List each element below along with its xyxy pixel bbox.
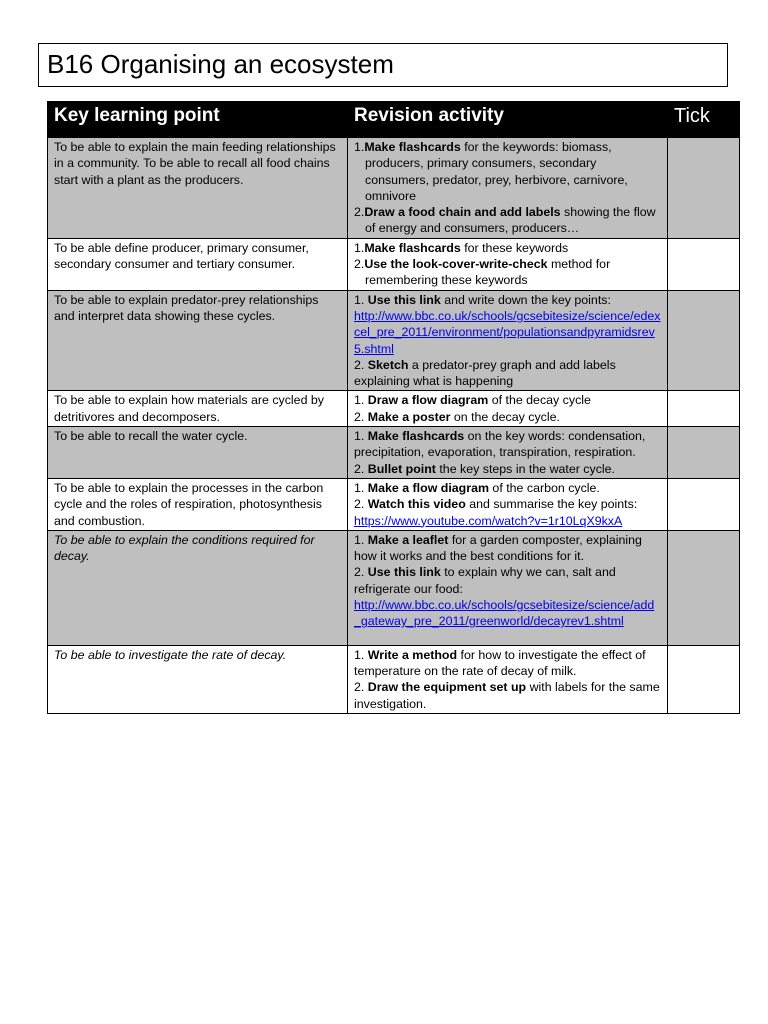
activity-action: Use this link bbox=[367, 292, 441, 307]
learning-point: To be able to recall the water cycle. bbox=[48, 427, 348, 479]
header-key-learning-point: Key learning point bbox=[48, 102, 348, 138]
learning-point: To be able to investigate the rate of decay. bbox=[48, 645, 348, 713]
activity-item bbox=[354, 204, 661, 237]
activity-item bbox=[354, 357, 661, 390]
tick-cell[interactable] bbox=[668, 290, 740, 391]
table-row bbox=[48, 478, 740, 530]
revision-activity bbox=[348, 290, 668, 391]
table-row bbox=[48, 645, 740, 713]
activity-detail: and write down the key points: bbox=[440, 292, 611, 307]
table-row bbox=[48, 238, 740, 290]
item-number: 2. bbox=[354, 497, 368, 512]
item-number: 1. bbox=[354, 292, 368, 307]
activity-item bbox=[354, 480, 661, 496]
revision-activity bbox=[348, 645, 668, 713]
activity-item bbox=[354, 532, 661, 565]
tick-cell[interactable] bbox=[668, 645, 740, 713]
activity-action: Use the look-cover-write-check bbox=[364, 257, 548, 272]
tick-cell[interactable] bbox=[668, 478, 740, 530]
table-row bbox=[48, 290, 740, 391]
activity-item bbox=[354, 647, 661, 680]
tick-cell[interactable] bbox=[668, 427, 740, 479]
activity-item bbox=[354, 428, 661, 461]
activity-item bbox=[354, 461, 661, 477]
item-number: 2. bbox=[354, 357, 368, 372]
activity-detail: of the carbon cycle. bbox=[488, 480, 600, 495]
youtube-video-link[interactable]: https://www.youtube.com/watch?v=1r10LqX9kxA bbox=[354, 513, 623, 528]
activity-action: Make flashcards bbox=[367, 429, 465, 444]
activity-item bbox=[354, 256, 661, 289]
header-row bbox=[48, 102, 740, 138]
activity-item bbox=[354, 392, 661, 408]
activity-action: Draw a food chain and add labels bbox=[364, 205, 561, 220]
learning-point: To be able to explain the conditions required for decay. bbox=[48, 530, 348, 645]
item-number: 1. bbox=[354, 647, 368, 662]
activity-action: Make a leaflet bbox=[367, 532, 449, 547]
item-number: 1. bbox=[354, 532, 368, 547]
item-number: 1. bbox=[354, 429, 368, 444]
activity-item bbox=[354, 679, 661, 712]
activity-item bbox=[354, 139, 661, 204]
title-box bbox=[38, 43, 728, 87]
activity-action: Bullet point bbox=[367, 461, 436, 476]
activity-detail: to explain why we can, salt and refrigerate our food: bbox=[354, 565, 616, 596]
item-number: 2. bbox=[354, 680, 368, 695]
revision-table bbox=[47, 101, 740, 714]
item-number: 2. bbox=[354, 409, 368, 424]
activity-item bbox=[354, 564, 661, 597]
page-title: B16 Organising an ecosystem bbox=[47, 49, 394, 79]
table-row bbox=[48, 391, 740, 427]
table-row bbox=[48, 427, 740, 479]
activity-action: Draw the equipment set up bbox=[367, 680, 527, 695]
activity-item bbox=[354, 292, 661, 308]
activity-detail: for these keywords bbox=[460, 240, 569, 255]
revision-activity bbox=[348, 238, 668, 290]
activity-action: Draw a flow diagram bbox=[367, 393, 489, 408]
tick-cell[interactable] bbox=[668, 391, 740, 427]
learning-point: To be able to explain predator-prey relationships and interpret data showing these cycles. bbox=[48, 290, 348, 391]
table-row bbox=[48, 530, 740, 645]
activity-detail: for how to investigate the effect of temperature on the rate of decay of milk. bbox=[354, 647, 646, 679]
activity-item bbox=[354, 496, 661, 512]
activity-detail: a predator-prey graph and add labels explaining what is happening bbox=[354, 357, 616, 389]
item-number: 2. bbox=[354, 257, 365, 272]
revision-activity bbox=[348, 478, 668, 530]
learning-point: To be able to explain how materials are cycled by detritivores and decomposers. bbox=[48, 391, 348, 427]
revision-activity bbox=[348, 530, 668, 645]
activity-action: Watch this video bbox=[367, 497, 466, 512]
activity-detail: the key steps in the water cycle. bbox=[435, 461, 615, 476]
activity-action: Write a method bbox=[367, 647, 458, 662]
learning-point: To be able define producer, primary consumer, secondary consumer and tertiary consumer. bbox=[48, 238, 348, 290]
item-number: 1. bbox=[354, 240, 365, 255]
activity-item bbox=[354, 409, 661, 425]
header-tick: Tick bbox=[668, 102, 740, 138]
activity-action: Make flashcards bbox=[364, 140, 461, 154]
item-number: 2. bbox=[354, 205, 365, 220]
item-number: 1. bbox=[354, 393, 368, 408]
revision-activity bbox=[348, 138, 668, 239]
activity-detail: with labels for the same investigation. bbox=[354, 680, 660, 711]
revision-activity bbox=[348, 427, 668, 479]
tick-cell[interactable] bbox=[668, 238, 740, 290]
activity-action: Sketch bbox=[367, 357, 409, 372]
header-revision-activity: Revision activity bbox=[348, 102, 668, 138]
tick-cell[interactable] bbox=[668, 138, 740, 239]
learning-point: To be able to explain the processes in the carbon cycle and the roles of respiration, photosynthesis and combustion. bbox=[48, 478, 348, 530]
item-number: 2. bbox=[354, 461, 368, 476]
activity-action: Make a poster bbox=[367, 409, 451, 424]
item-number: 1. bbox=[354, 140, 365, 154]
learning-point: To be able to explain the main feeding relationships in a community. To be able to recall all food chains start with a plant as the producers. bbox=[48, 138, 348, 239]
activity-detail: of the decay cycle bbox=[488, 393, 591, 408]
activity-detail: for the keywords: biomass, producers, primary consumers, secondary consumers, predator, prey, herbivore, carnivore, omnivore bbox=[365, 140, 628, 203]
activity-detail: on the decay cycle. bbox=[450, 409, 560, 424]
activity-detail: for a garden composter, explaining how it works and the best conditions for it. bbox=[354, 532, 642, 564]
activity-detail: and summarise the key points: bbox=[465, 497, 638, 512]
activity-action: Make flashcards bbox=[364, 240, 461, 255]
item-number: 1. bbox=[354, 480, 368, 495]
activity-action: Make a flow diagram bbox=[367, 480, 489, 495]
item-number: 2. bbox=[354, 565, 368, 580]
table-row bbox=[48, 138, 740, 239]
activity-detail: showing the flow of energy and consumers, producers… bbox=[365, 205, 656, 236]
tick-cell[interactable] bbox=[668, 530, 740, 645]
activity-detail: method for remembering these keywords bbox=[365, 257, 611, 288]
bbc-decay-link[interactable]: http://www.bbc.co.uk/schools/gcsebitesize/science/add_gateway_pre_2011/greenworld/decayrev1.shtml bbox=[354, 598, 655, 629]
activity-item bbox=[354, 240, 661, 256]
activity-detail: on the key words: condensation, precipitation, evaporation, transpiration, respiration. bbox=[354, 429, 646, 460]
bbc-populations-link[interactable]: http://www.bbc.co.uk/schools/gcsebitesize/science/edexcel_pre_2011/environment/populationsandpyramidsrev5.shtml bbox=[354, 308, 661, 356]
revision-activity bbox=[348, 391, 668, 427]
activity-action: Use this link bbox=[367, 565, 441, 580]
